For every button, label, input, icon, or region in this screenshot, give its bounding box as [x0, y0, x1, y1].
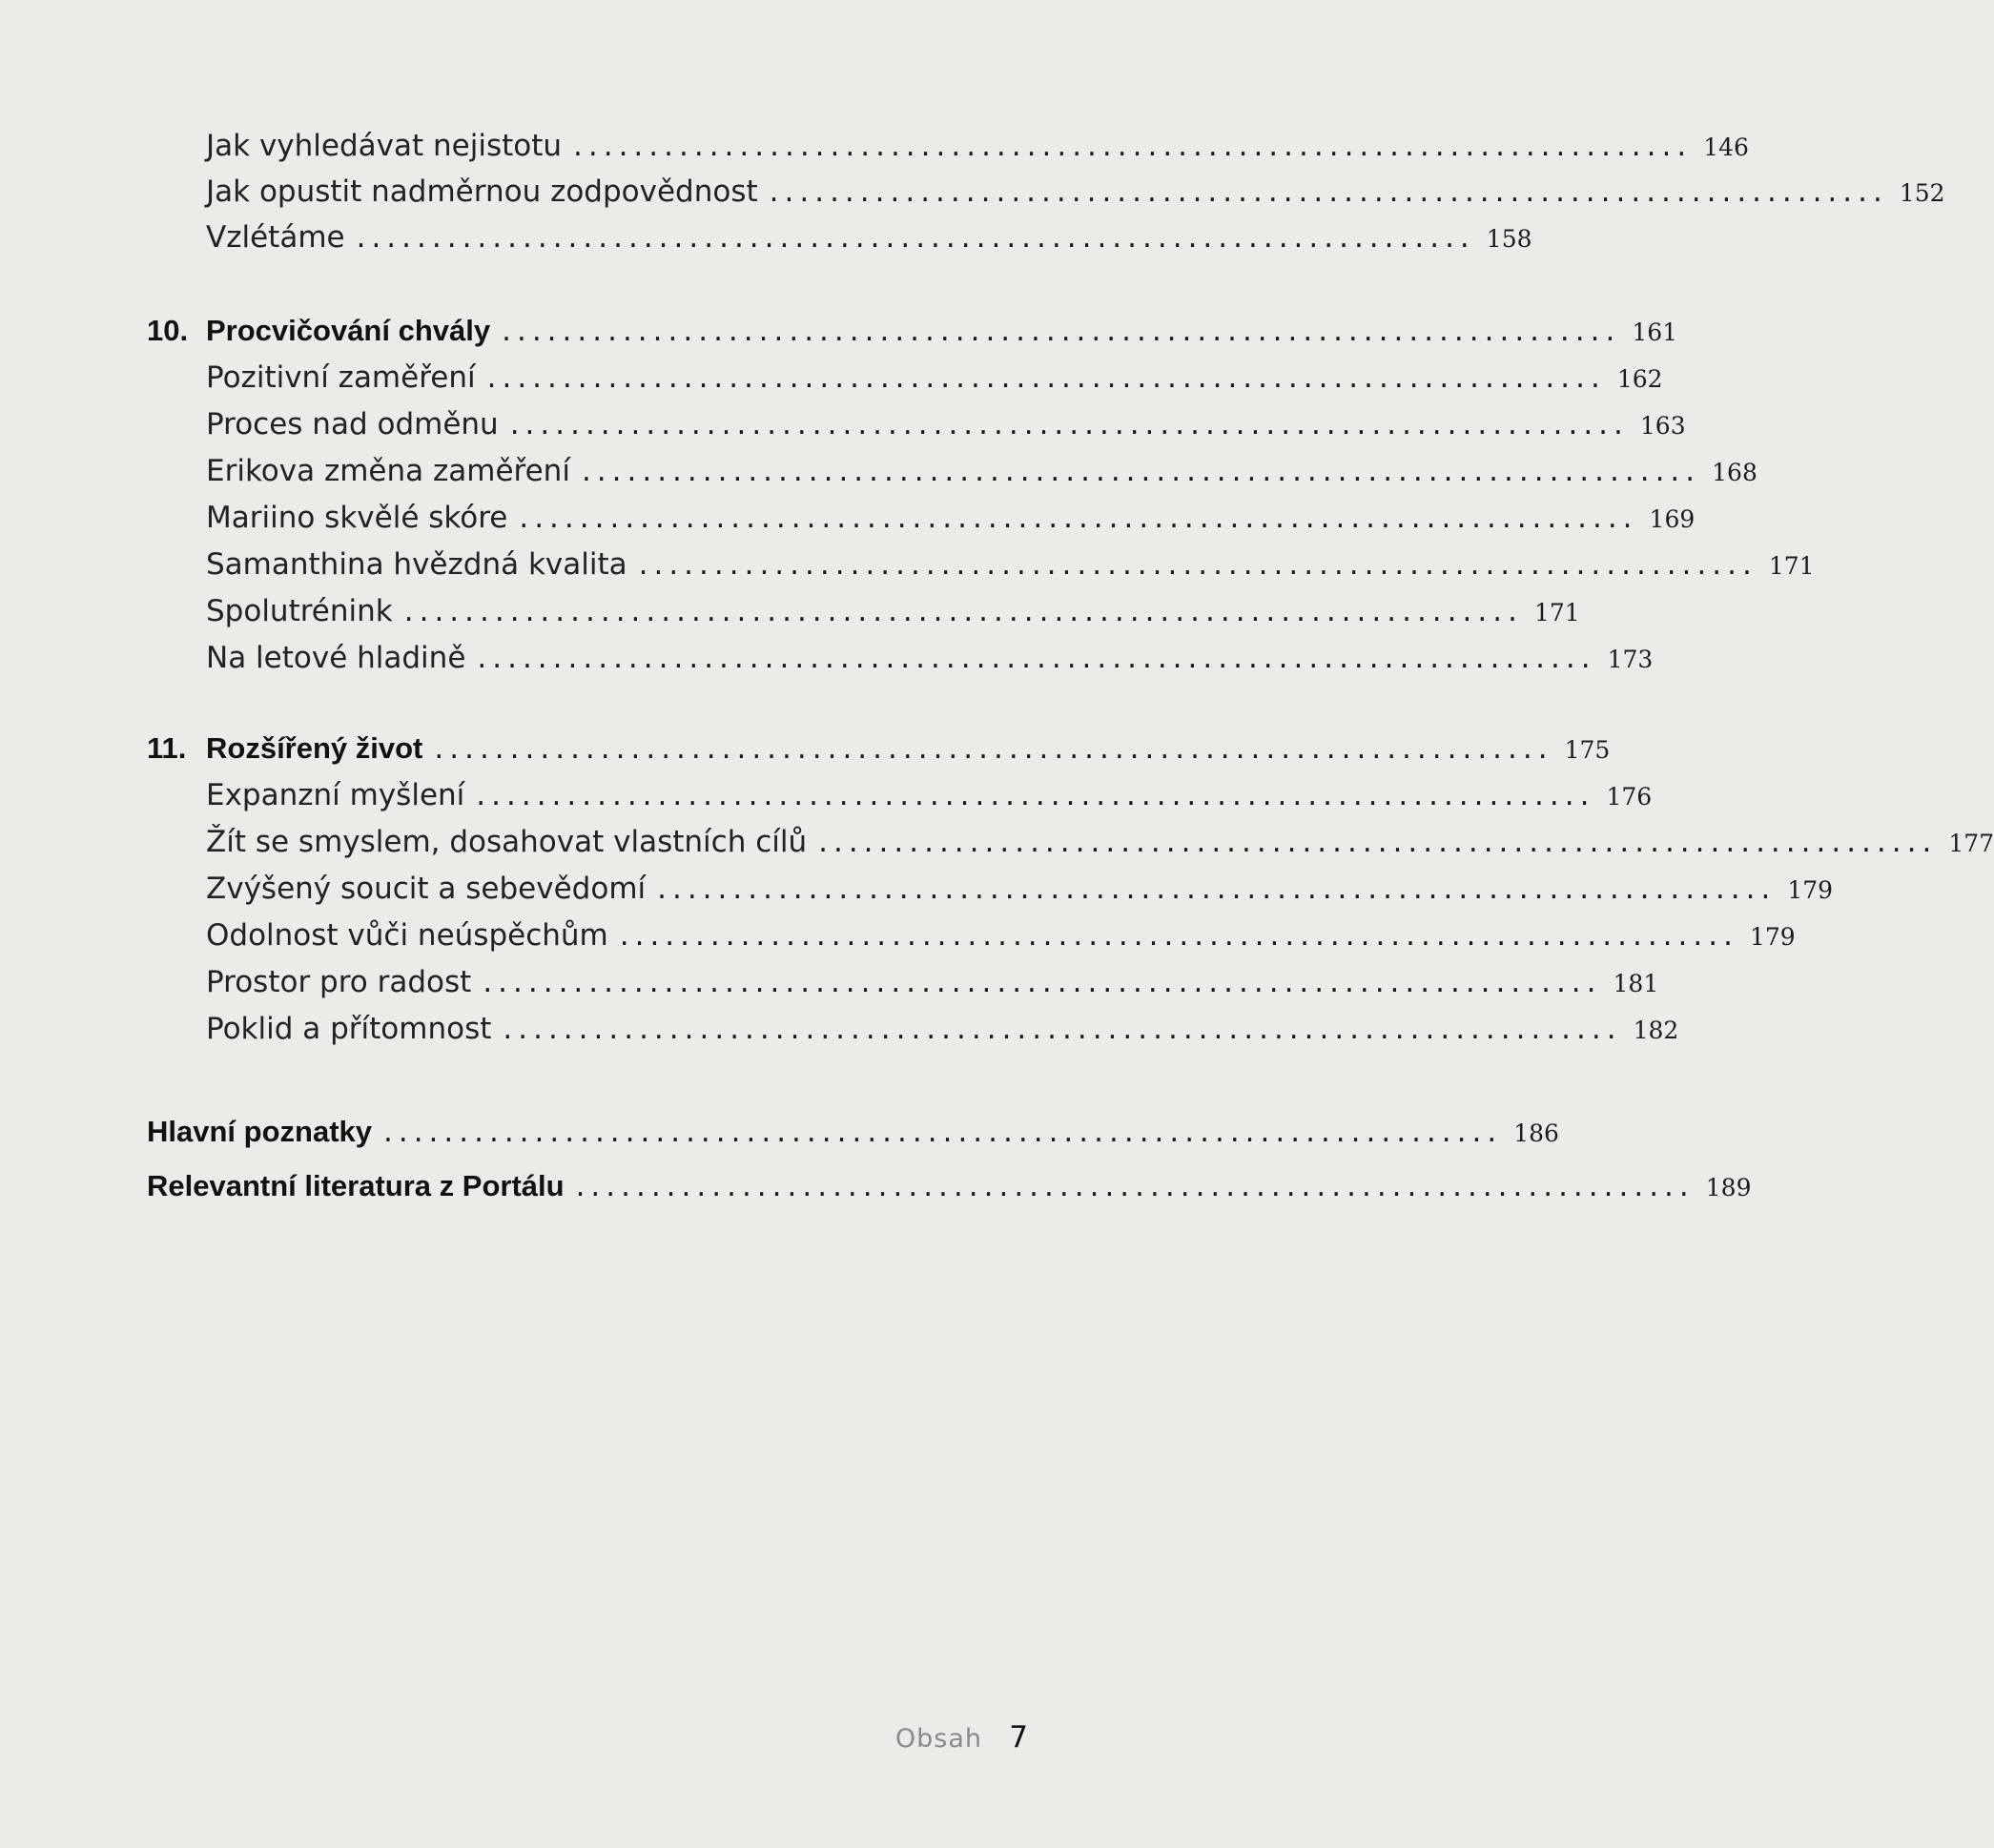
dot-leader: ..........................................................................	[619, 918, 1738, 953]
dot-leader: ..........................................................................	[818, 825, 1938, 859]
dot-leader: ..........................................................................	[519, 501, 1638, 535]
toc-page-number: 171	[1768, 552, 1815, 580]
toc-entry-title: Žít se smyslem, dosahovat vlastních cílů	[206, 825, 808, 859]
toc-page-number: 162	[1616, 365, 1663, 393]
toc-page-number: 168	[1712, 459, 1758, 486]
toc-page-number: 177	[1948, 830, 1994, 857]
running-footer-section: Obsah	[894, 1724, 982, 1754]
dot-leader: ..........................................................................	[575, 1169, 1695, 1203]
toc-chapter-title: Relevantní literatura z Portálu	[147, 1169, 565, 1202]
dot-leader: ..........................................................................	[403, 594, 1523, 628]
chapter-number: 10.	[147, 314, 189, 347]
toc-backmatter-entry[interactable]	[0, 1163, 1752, 1209]
dot-leader: ..........................................................................	[477, 641, 1596, 675]
toc-page-number: 163	[1639, 412, 1686, 440]
toc-entry-title: Samanthina hvězdná kvalita	[206, 547, 627, 582]
toc-entry-title: Na letové hladině	[206, 641, 466, 675]
dot-leader: ..........................................................................	[434, 731, 1553, 766]
dot-leader: ..........................................................................	[383, 1115, 1503, 1149]
toc-page-number: 186	[1513, 1119, 1559, 1147]
chapter-number: 11.	[147, 731, 187, 765]
toc-entry-title: Erikova změna zaměření	[206, 454, 570, 488]
dot-leader: ..........................................................................	[486, 360, 1606, 395]
toc-page-number: 173	[1607, 646, 1654, 673]
toc-entry[interactable]	[0, 588, 1580, 634]
toc-entry-title: Mariino skvělé skóre	[206, 501, 508, 535]
toc-page-number: 152	[1899, 179, 1945, 207]
toc-entry[interactable]	[0, 448, 1758, 494]
toc-chapter-title: Procvičování chvály	[206, 314, 491, 347]
toc-entry[interactable]	[0, 1006, 1679, 1052]
toc-chapter-title: Rozšířený život	[206, 731, 423, 765]
toc-page-number: 175	[1564, 736, 1611, 764]
toc-page-number: 161	[1632, 318, 1678, 346]
toc-entry[interactable]	[0, 495, 1696, 541]
toc-entry[interactable]	[0, 913, 1796, 958]
toc-entry-title: Pozitivní zaměření	[206, 360, 476, 395]
dot-leader: ..........................................................................	[483, 965, 1602, 999]
dot-leader: ..........................................................................	[769, 175, 1888, 209]
toc-page-number: 158	[1486, 225, 1532, 253]
dot-leader: ..........................................................................	[503, 1012, 1622, 1046]
dot-leader: ..........................................................................	[581, 454, 1701, 488]
toc-entry-title: Zvýšený soucit a sebevědomí	[206, 872, 647, 906]
toc-entry-title: Expanzní myšlení	[206, 778, 465, 812]
dot-leader: ..........................................................................	[476, 778, 1595, 812]
toc-entry-title: Prostor pro radost	[206, 965, 472, 999]
toc-entry[interactable]	[0, 169, 1945, 215]
toc-entry-title: Jak vyhledávat nejistotu	[206, 129, 563, 163]
toc-entry[interactable]	[0, 635, 1654, 681]
toc-page-number: 179	[1749, 923, 1796, 951]
toc-page-number: 181	[1613, 970, 1659, 997]
toc-entry[interactable]	[0, 401, 1686, 447]
toc-entry-title: Odolnost vůči neúspěchům	[206, 918, 608, 953]
dot-leader: ..........................................................................	[509, 407, 1629, 441]
toc-entry[interactable]	[0, 355, 1663, 400]
toc-entry-title: Poklid a přítomnost	[206, 1012, 492, 1046]
dot-leader: ..........................................................................	[657, 872, 1777, 906]
toc-page-number: 171	[1533, 599, 1580, 626]
toc-entry-title: Proces nad odměnu	[206, 407, 499, 441]
toc-backmatter-entry[interactable]	[0, 1109, 1559, 1155]
dot-leader: ..........................................................................	[356, 220, 1475, 255]
toc-entry[interactable]	[0, 866, 1834, 912]
toc-entry-title: Spolutrénink	[206, 594, 393, 628]
dot-leader: ..........................................................................	[573, 129, 1693, 163]
toc-entry[interactable]	[0, 772, 1653, 818]
toc-chapter-entry[interactable]	[0, 308, 1678, 354]
toc-chapter-entry[interactable]	[0, 726, 1611, 771]
toc-page-number: 176	[1606, 783, 1653, 811]
toc-entry[interactable]	[0, 123, 1749, 169]
toc-page-number: 169	[1649, 505, 1696, 533]
toc-entry[interactable]	[0, 819, 1994, 865]
toc-entry[interactable]	[0, 959, 1659, 1005]
toc-page-number: 179	[1787, 876, 1834, 904]
toc-entry-title: Jak opustit nadměrnou zodpovědnost	[206, 175, 758, 209]
toc-entry[interactable]	[0, 215, 1532, 260]
dot-leader: ..........................................................................	[638, 547, 1758, 582]
dot-leader: ..........................................................................	[502, 314, 1621, 348]
page-number: 7	[1009, 1720, 1028, 1755]
toc-entry[interactable]	[0, 542, 1815, 587]
toc-page-number: 146	[1703, 133, 1749, 161]
toc-chapter-title: Hlavní poznatky	[147, 1115, 372, 1148]
toc-page-number: 182	[1633, 1016, 1679, 1044]
toc-entry-title: Vzlétáme	[206, 220, 345, 255]
toc-page-number: 189	[1705, 1174, 1752, 1201]
